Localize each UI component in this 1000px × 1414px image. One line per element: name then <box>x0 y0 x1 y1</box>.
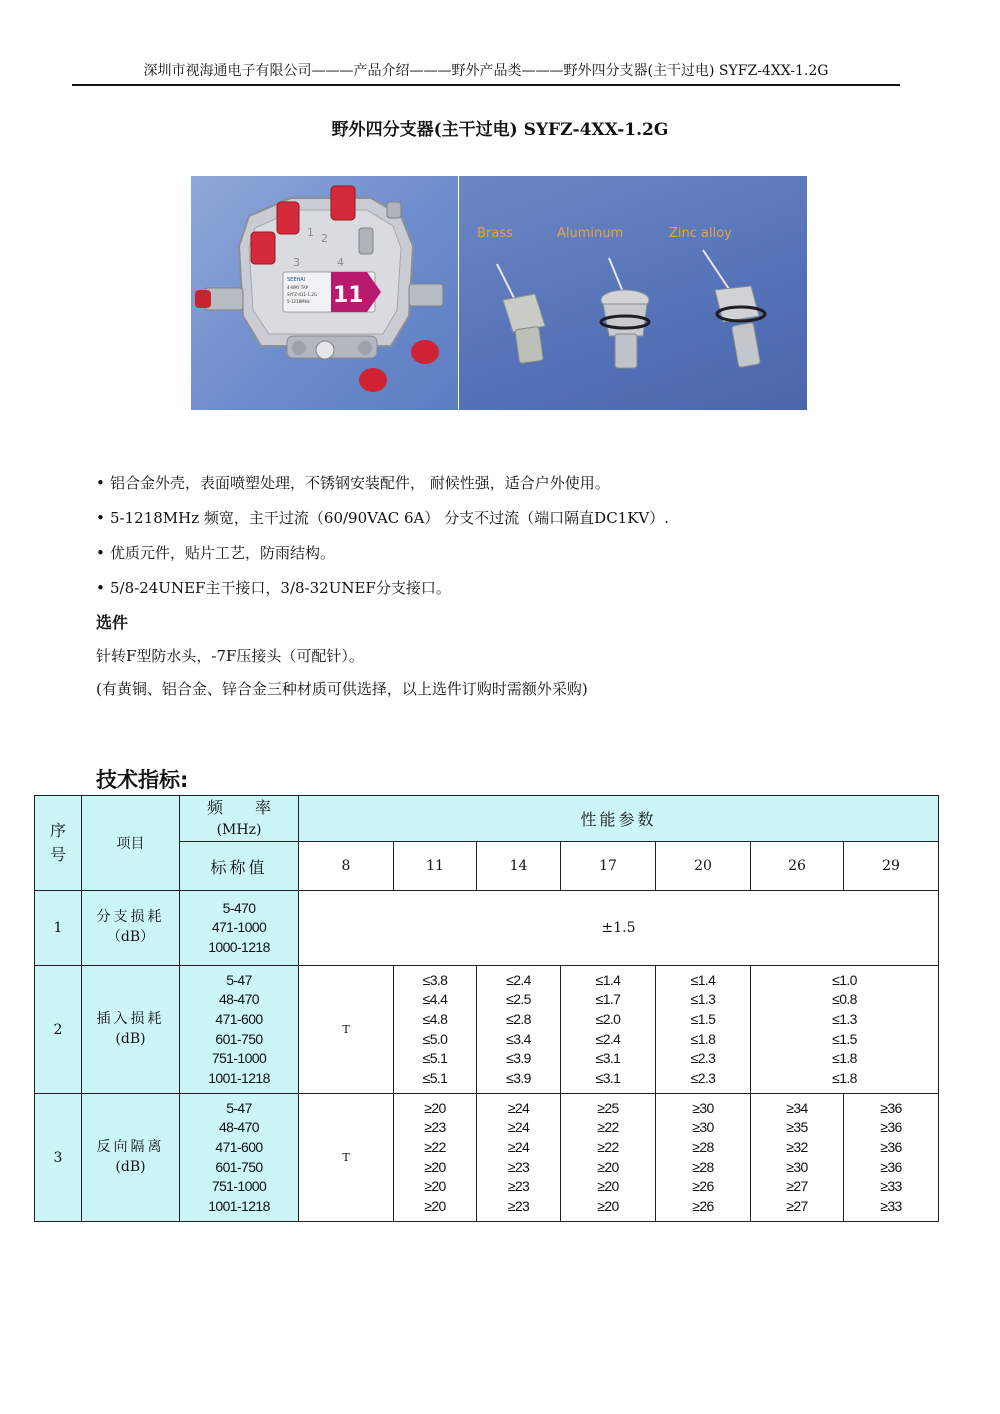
t-cell: T <box>299 966 394 1094</box>
freq-range: 471-600 <box>215 1010 263 1027</box>
header-perf: 性能参数 <box>299 796 939 842</box>
freq-range: 751-1000 <box>211 1178 267 1195</box>
branch-loss-value: ±1.5 <box>299 891 939 966</box>
freq-range: 5-470 <box>222 899 256 916</box>
freq-range: 1001-1218 <box>208 1197 270 1214</box>
feature-text: 5/8-24UNEF主干接口，3/8-32UNEF分支接口。 <box>110 579 451 597</box>
feature-list <box>96 470 896 610</box>
header-value: 14 <box>477 842 561 891</box>
header-value: 20 <box>656 842 751 891</box>
row-seq: 2 <box>35 966 82 1094</box>
label-line-1: 4-WAY TAP <box>287 285 308 290</box>
row-item-unit: (dB) <box>115 1030 146 1047</box>
freq-range: 5-47 <box>226 1099 252 1116</box>
freq-range: 471-600 <box>215 1138 263 1155</box>
bullet-dot: • <box>96 579 105 597</box>
spec-title: 技术指标: <box>96 768 189 792</box>
material-label-aluminum: Aluminum <box>557 226 624 241</box>
header-nominal: 标称值 <box>180 842 299 891</box>
port-label-2: 2 <box>321 232 328 245</box>
freq-range: 601-750 <box>215 1030 263 1047</box>
connector-photo <box>459 176 807 410</box>
header-value: 8 <box>299 842 394 891</box>
header-value: 11 <box>394 842 477 891</box>
value-cell: ≥20 ≥23 ≥22 ≥20 ≥20 ≥20 <box>394 1094 477 1222</box>
feature-item <box>96 540 896 575</box>
bullet-dot: • <box>96 509 105 527</box>
value-cell: ≤2.4 ≤2.5 ≤2.8 ≤3.4 ≤3.9 ≤3.9 <box>477 966 561 1094</box>
material-label-brass: Brass <box>477 226 513 241</box>
value-cell: ≥34 ≥35 ≥32 ≥30 ≥27 ≥27 <box>751 1094 844 1222</box>
feature-text: 优质元件，贴片工艺，防雨结构。 <box>110 544 336 562</box>
freq-range: 601-750 <box>215 1158 263 1175</box>
value-cell: ≤1.0 ≤0.8 ≤1.3 ≤1.5 ≤1.8 ≤1.8 <box>751 966 939 1094</box>
header-value: 26 <box>751 842 844 891</box>
value-cell: ≥36 ≥36 ≥36 ≥36 ≥33 ≥33 <box>844 1094 939 1222</box>
label-brand: SEEHAI <box>287 277 306 283</box>
feature-text: 铝合金外壳，表面喷塑处理，不锈钢安装配件， 耐候性强，适合户外使用。 <box>110 474 610 492</box>
value-cell: ≤1.4 ≤1.3 ≤1.5 ≤1.8 ≤2.3 ≤2.3 <box>656 966 751 1094</box>
label-line-2: SYFZ-411-1.2G <box>287 292 317 297</box>
feature-item <box>96 575 896 610</box>
t-cell: T <box>299 1094 394 1222</box>
options-title: 选件 <box>96 613 129 632</box>
bullet-dot: • <box>96 474 105 492</box>
header-freq <box>180 796 299 842</box>
row-item <box>82 966 180 1094</box>
bullet-dot: • <box>96 544 105 562</box>
header-item: 项目 <box>82 796 180 891</box>
row-item-name: 插入损耗 <box>96 1010 165 1027</box>
port-label-1: 1 <box>307 226 314 239</box>
value-cell: ≥24 ≥24 ≥24 ≥23 ≥23 ≥23 <box>477 1094 561 1222</box>
value-cell: ≥25 ≥22 ≥22 ≥20 ≥20 ≥20 <box>561 1094 656 1222</box>
row-item-unit: （dB） <box>106 929 155 945</box>
header-rule <box>72 84 900 86</box>
feature-item <box>96 470 896 505</box>
row-item <box>82 1094 180 1222</box>
row-item-name: 分支损耗 <box>96 909 165 926</box>
spec-table <box>34 795 939 1222</box>
freq-unit: (MHz) <box>216 821 262 838</box>
freq-range: 1000-1218 <box>208 938 270 955</box>
freq-range: 1001-1218 <box>208 1069 270 1086</box>
row-seq: 1 <box>35 891 82 966</box>
row-freqs <box>180 891 299 966</box>
value-cell: ≤3.8 ≤4.4 ≤4.8 ≤5.0 ≤5.1 ≤5.1 <box>394 966 477 1094</box>
freq-label: 频 率 <box>206 797 271 817</box>
port-label-3: 3 <box>293 256 300 269</box>
material-label-zinc: Zinc alloy <box>669 226 732 241</box>
product-photo <box>191 176 458 410</box>
options-line-2: (有黄铜、铝合金、锌合金三种材质可供选择，以上选件订购时需额外采购) <box>96 680 588 698</box>
port-label-4: 4 <box>337 256 344 269</box>
header-value: 29 <box>844 842 939 891</box>
freq-range: 471-1000 <box>211 919 267 936</box>
tap-value: 11 <box>333 283 364 308</box>
value-cell: ≤1.4 ≤1.7 ≤2.0 ≤2.4 ≤3.1 ≤3.1 <box>561 966 656 1094</box>
page-title: 野外四分支器(主干过电) SYFZ-4XX-1.2G <box>331 120 669 140</box>
feature-text: 5-1218MHz 频宽，主干过流（60/90VAC 6A） 分支不过流（端口隔直DC1KV）. <box>110 509 670 527</box>
row-item-name: 反向隔离 <box>96 1138 165 1155</box>
header-value: 17 <box>561 842 656 891</box>
row-freqs <box>180 966 299 1094</box>
row-item-unit: (dB) <box>115 1158 146 1175</box>
freq-range: 5-47 <box>226 971 252 988</box>
row-seq: 3 <box>35 1094 82 1222</box>
freq-range: 48-470 <box>219 991 259 1008</box>
feature-item <box>96 505 896 540</box>
label-line-3: 5-1218MHz <box>287 299 310 304</box>
row-item <box>82 891 180 966</box>
freq-range: 751-1000 <box>211 1050 267 1067</box>
page-header: 深圳市视海通电子有限公司———产品介绍———野外产品类———野外四分支器(主干过电) SYFZ-4XX-1.2G <box>143 63 829 79</box>
row-freqs <box>180 1094 299 1222</box>
options-line-1: 针转F型防水头，-7F压接头（可配针）。 <box>96 647 364 665</box>
value-cell: ≥30 ≥30 ≥28 ≥28 ≥26 ≥26 <box>656 1094 751 1222</box>
header-seq: 序号 <box>35 796 82 891</box>
freq-range: 48-470 <box>219 1119 259 1136</box>
